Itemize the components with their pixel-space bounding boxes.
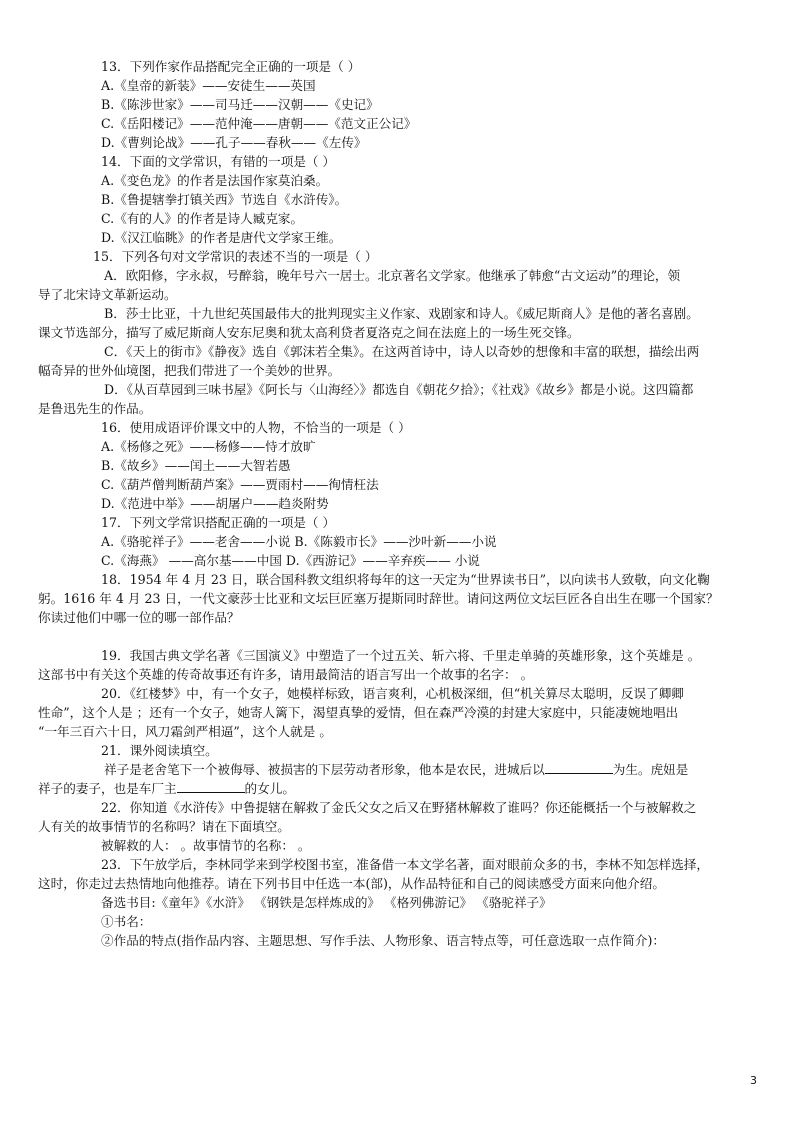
page-number: 3: [750, 1074, 757, 1087]
q17-options-cd: C.《海燕》 ——高尔基——中国 D.《西游记》——辛弃疾—— 小说: [101, 553, 480, 568]
q15-option-c-line1: C．《天上的街市》《静夜》选自《郭沫若全集》。在这两首诗中，诗人以奇妙的想像和丰富的联想，描绘出两: [104, 344, 700, 359]
q22-line3: 被解救的人： 。故事情节的名称： 。: [101, 838, 311, 853]
q19-line2: 这部书中有关这个英雄的传奇故事还有许多，请用最简洁的语言写出一个故事的名字： 。: [38, 667, 534, 682]
q14-stem: 14．下面的文学常识，有错的一项是（ ）: [101, 154, 336, 169]
q16-option-b: B.《故乡》——闰土——大智若愚: [101, 458, 291, 473]
q23-book-list: 备选书目:《童年》《水浒》 《钢铁是怎样炼成的》 《格列佛游记》 《骆驼祥子》: [101, 895, 552, 910]
q21-stem: 21．课外阅读填空。: [101, 743, 218, 758]
q14-option-c: C.《有的人》的作者是诗人臧克家。: [101, 211, 304, 226]
q14-option-a: A.《变色龙》的作者是法国作家莫泊桑。: [101, 173, 329, 188]
q21-line1-text-b: 为生。虎妞是: [612, 762, 689, 777]
q23-line1: 23．下午放学后，李林同学来到学校图书室，准备借一本文学名著，面对眼前众多的书，李林不知怎样选择，: [101, 857, 709, 872]
q15-stem: 15．下列各句对文学常识的表述不当的一项是（ ）: [93, 249, 378, 264]
answer-space: [38, 627, 764, 646]
fill-in-blank[interactable]: [177, 780, 245, 793]
q13-option-b: B.《陈涉世家》——司马迁——汉朝——《史记》: [101, 97, 379, 112]
q18-line1: 18．1954 年 4 月 23 日，联合国科教文组织将每年的这一天定为“世界读书日”，以向读书人致敬，向文化鞠: [101, 572, 710, 587]
q17-stem: 17．下列文学常识搭配正确的一项是（ ）: [101, 515, 336, 530]
q15-option-d-line2: 是鲁迅先生的作品。: [38, 401, 152, 416]
q21-line1: [38, 760, 764, 779]
q21-line2-text-b: 的女儿。: [244, 781, 295, 796]
q15-option-a-line1: A．欧阳修，字永叔，号醉翁，晚年号六一居士。北京著名文学家。他继承了韩愈“古文运动”的理论，领: [104, 268, 681, 283]
q20-line3: “一年三百六十日，风刀霜剑严相逼”，这个人就是 。: [38, 724, 332, 739]
q13-option-c: C.《岳阳楼记》——范仲淹——唐朝——《范文正公记》: [101, 116, 417, 131]
q13-option-a: A.《皇帝的新装》——安徒生——英国: [101, 78, 316, 93]
q14-option-b: B.《鲁提辖拳打镇关西》节选自《水浒传》。: [101, 192, 348, 207]
q23-features-prompt: ②作品的特点(指作品内容、主题思想、写作手法、人物形象、语言特点等，可任意选取一点作简介)：: [101, 933, 665, 948]
q15-option-b-line2: 课文节选部分，描写了威尼斯商人安东尼奥和犹太高利贷者夏洛克之间在法庭上的一场生死交锋。: [38, 325, 580, 340]
q15-option-b-line1: B．莎士比亚，十九世纪英国最伟大的批判现实主义作家、戏剧家和诗人。《威尼斯商人》是他的著名喜剧。: [104, 306, 699, 321]
q20-line2: 性命”，这个人是 ；还有一个女子，她寄人篱下，渴望真挚的爱情，但在森严冷漠的封建大家庭中，只能凄婉地唱出: [38, 705, 679, 720]
q21-line2-text-a: 祥子的妻子，也是车厂主: [38, 781, 177, 796]
q15-option-d-line1: D．《从百草园到三味书屋》《阿长与〈山海经〉》都选自《朝花夕拾》；《社戏》《故乡》都是小说。这四篇都: [104, 382, 694, 397]
q16-option-a: A.《杨修之死》——杨修——恃才放旷: [101, 439, 316, 454]
q13-stem: 13．下列作家作品搭配完全正确的一项是（ ）: [101, 59, 361, 74]
q13-option-d: D.《曹刿论战》——孔子——春秋——《左传》: [101, 135, 367, 150]
q14-option-d: D.《汉江临眺》的作者是唐代文学家王维。: [101, 230, 342, 245]
q18-line2: 躬。1616 年 4 月 23 日，一代文豪莎士比亚和文坛巨匠塞万提斯同时辞世。请问这两位文坛巨匠各自出生在哪一个国家？: [38, 591, 719, 606]
q17-options-ab: A.《骆驼祥子》——老舍——小说 B.《陈毅市长》——沙叶新——小说: [101, 534, 497, 549]
q16-option-c: C.《葫芦僧判断葫芦案》——贾雨村——徇情枉法: [101, 477, 379, 492]
q20-line1: 20．《红楼梦》中，有一个女子，她模样标致，语言爽利，心机极深细，但“机关算尽太聪明，反误了卿卿: [101, 686, 684, 701]
q16-option-d: D.《范进中举》——胡屠户——趋炎附势: [101, 496, 329, 511]
page-content: [38, 57, 764, 950]
q19-line1: 19．我国古典文学名著《三国演义》中塑造了一个过五关、斩六将、千里走单骑的英雄形象，这个英雄是 。: [101, 648, 701, 663]
q18-line3: 你读过他们中哪一位的哪一部作品？: [38, 610, 240, 625]
q15-option-a-line2: 导了北宋诗文革新运动。: [38, 287, 177, 302]
fill-in-blank[interactable]: [545, 761, 613, 774]
q23-book-name-prompt: ①书名：: [101, 914, 152, 929]
q23-line2: 这时，你走过去热情地向他推荐。请在下列书目中任选一本(部)，从作品特征和自己的阅读感受方面来向他介绍。: [38, 876, 665, 891]
q22-line2: 人有关的故事情节的名称吗？请在下面填空。: [38, 819, 290, 834]
q16-stem: 16．使用成语评价课文中的人物，不恰当的一项是（ ）: [101, 420, 411, 435]
q15-option-c-line2: 幅奇异的世外仙境图，把我们带进了一个美妙的世界。: [38, 363, 341, 378]
q21-line1-text-a: 祥子是老舍笔下一个被侮辱、被损害的下层劳动者形象，他本是农民，进城后以: [104, 762, 545, 777]
q22-line1: 22．你知道《水浒传》中鲁提辖在解救了金氏父女之后又在野猪林解救了谁吗？你还能概括一个与被解救之: [101, 800, 697, 815]
q21-line2: [38, 779, 764, 798]
